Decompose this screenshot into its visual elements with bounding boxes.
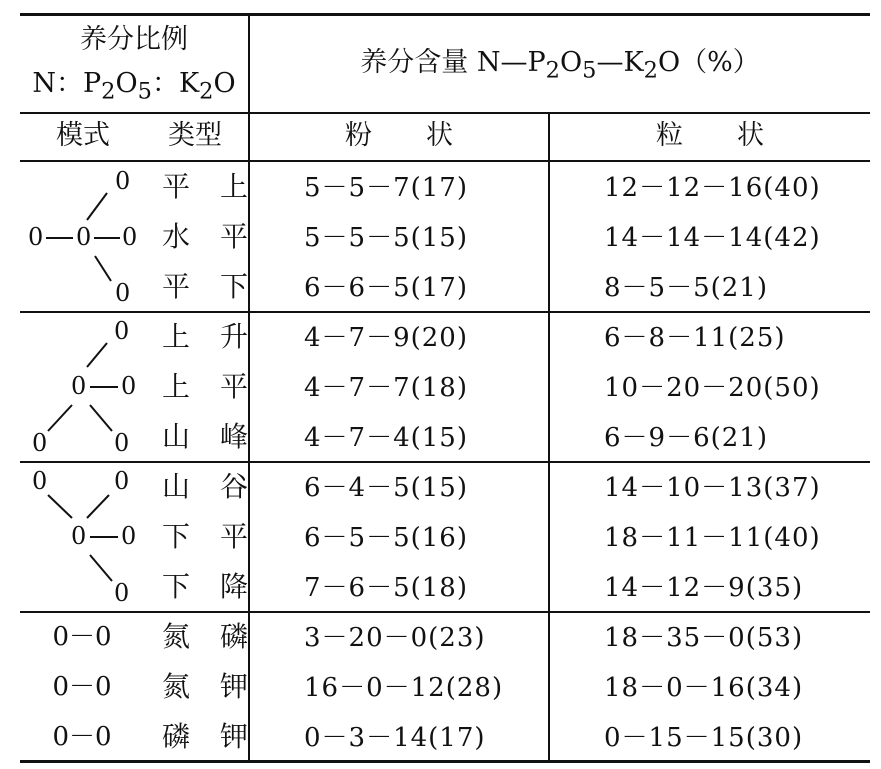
mode-two-nutrient: 0－0 [52, 672, 112, 702]
diagram-zero-label: 0 [32, 467, 48, 495]
mode-two-nutrient: 0－0 [52, 722, 112, 752]
granular-value: 10－20－20(50) [604, 373, 821, 403]
type-char: 平 [219, 220, 248, 253]
diagram-line [95, 256, 111, 281]
mode-diagram-group-2 [20, 312, 150, 462]
granular-value: 6－9－6(21) [604, 423, 768, 453]
type-char: 平 [219, 370, 248, 403]
type-cell [162, 721, 248, 753]
type-char: 谷 [219, 470, 248, 503]
type-char: 峰 [219, 420, 248, 453]
type-char: 升 [219, 320, 248, 353]
diagram-zero-label: 0 [32, 429, 48, 457]
type-char: 降 [219, 570, 248, 603]
granular-value: 14－12－9(35) [604, 573, 804, 603]
type-column-header: 类型 [168, 120, 222, 151]
diagram-zero-label: 0 [71, 522, 87, 550]
powder-column-header: 粉 状 [345, 120, 453, 151]
diagram-zero-label: 0 [76, 223, 92, 251]
type-char: 钾 [219, 670, 248, 703]
granular-value: 6－8－11(25) [604, 323, 786, 353]
mode-diagram-group-1 [20, 162, 150, 312]
top-rule [20, 13, 870, 16]
powder-value: 4－7－4(15) [304, 423, 468, 453]
type-cell [162, 671, 248, 703]
diagram-zero-label: 0 [114, 317, 130, 345]
bottom-rule [20, 760, 870, 763]
granular-value: 14－14－14(42) [604, 223, 821, 253]
powder-value: 0－3－14(17) [304, 723, 486, 753]
diagram-line [87, 193, 107, 220]
diagram-zero-label: 0 [115, 279, 131, 307]
diagram-line [48, 495, 72, 518]
nutrient-content-title: 养分含量 $N—P_2O_5—K_2O(\%)$ [360, 47, 760, 84]
mode-column-header: 模式 [56, 120, 110, 151]
diagram-zero-label: 0 [122, 223, 138, 251]
granular-value: 8－5－5(21) [604, 273, 768, 303]
granular-value: 18－35－0(53) [604, 623, 804, 653]
type-cell [162, 321, 248, 353]
powder-value: 5－5－5(15) [304, 223, 468, 253]
header-divider [20, 112, 870, 114]
powder-value: 6－5－5(16) [304, 523, 468, 553]
diagram-line [90, 555, 112, 581]
powder-value: 4－7－7(18) [304, 373, 468, 403]
type-cell [162, 421, 248, 453]
granular-column-header: 粒 状 [656, 120, 764, 151]
mode-diagram-group-3 [20, 462, 150, 612]
type-char: 氮 [162, 620, 191, 653]
granular-value: 18－11－11(40) [604, 523, 821, 553]
granular-value: 14－10－13(37) [604, 473, 821, 503]
type-char: 磷 [162, 720, 191, 753]
type-char: 钾 [219, 720, 248, 753]
type-cell [162, 271, 248, 303]
granular-value: 18－0－16(34) [604, 673, 804, 703]
mode-two-nutrient: 0－0 [52, 622, 112, 652]
powder-value: 6－4－5(15) [304, 473, 468, 503]
diagram-line [90, 405, 112, 431]
powder-value: 4－7－9(20) [304, 323, 468, 353]
powder-value: 6－6－5(17) [304, 273, 468, 303]
type-cell [162, 371, 248, 403]
type-char: 下 [162, 520, 191, 553]
type-char: 山 [162, 470, 191, 503]
type-char: 上 [162, 320, 191, 353]
type-char: 上 [162, 370, 191, 403]
type-char: 山 [162, 420, 191, 453]
type-char: 平 [162, 270, 191, 303]
type-cell [162, 471, 248, 503]
type-char: 平 [162, 170, 191, 203]
diagram-zero-label: 0 [28, 223, 44, 251]
type-char: 平 [219, 520, 248, 553]
granular-value: 12－12－16(40) [604, 173, 821, 203]
type-char: 下 [219, 270, 248, 303]
powder-value: 7－6－5(18) [304, 573, 468, 603]
type-cell [162, 221, 248, 253]
type-cell [162, 521, 248, 553]
ratio-title: 养分比例 [80, 24, 188, 55]
diagram-zero-label: 0 [121, 522, 137, 550]
powder-value: 16－0－12(28) [304, 673, 504, 703]
diagram-line [87, 495, 109, 518]
granular-value: 0－15－15(30) [604, 723, 804, 753]
diagram-zero-label: 0 [121, 372, 137, 400]
type-cell [162, 571, 248, 603]
powder-value: 3－20－0(23) [304, 623, 486, 653]
type-cell [162, 621, 248, 653]
diagram-line [48, 405, 72, 431]
type-char: 磷 [219, 620, 248, 653]
type-char: 上 [219, 170, 248, 203]
ratio-formula: N：$P_2O_5$：$K_2O$ [32, 68, 236, 105]
type-cell [162, 171, 248, 203]
diagram-zero-label: 0 [114, 429, 130, 457]
diagram-zero-label: 0 [71, 372, 87, 400]
diagram-zero-label: 0 [114, 579, 130, 607]
diagram-zero-label: 0 [115, 167, 131, 195]
vertical-rule-powder-granular [548, 112, 550, 762]
type-char: 氮 [162, 670, 191, 703]
diagram-zero-label: 0 [114, 467, 130, 495]
diagram-line [87, 343, 107, 367]
type-char: 水 [162, 220, 191, 253]
type-char: 下 [162, 570, 191, 603]
powder-value: 5－5－7(17) [304, 173, 468, 203]
